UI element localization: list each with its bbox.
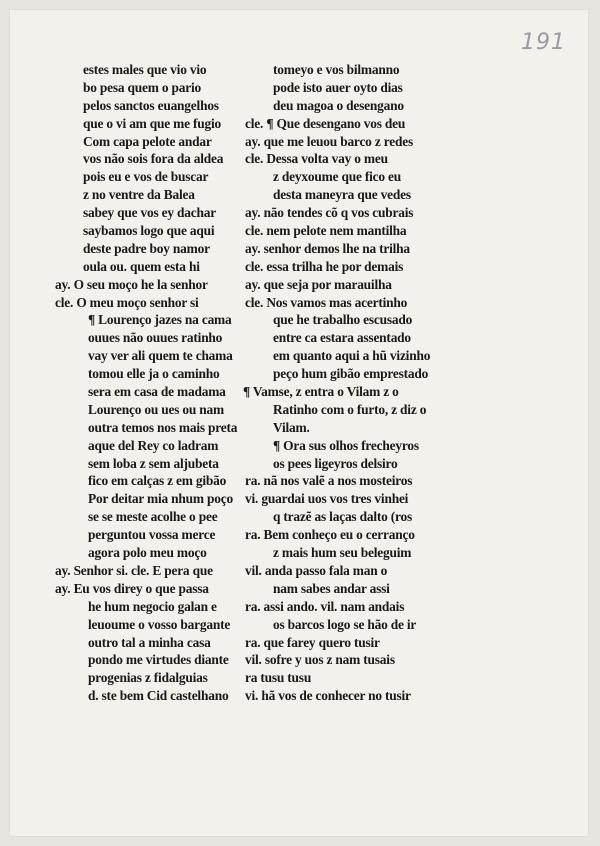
line-text: sofre y uos z nam tusais [264,652,395,668]
text-line [243,115,483,133]
line-text: tomou elle ja o caminho [88,366,220,382]
line-text: ouues não ouues ratinho [88,330,223,346]
line-text: tomeyo e vos bilmanno [273,62,400,77]
line-text: vos não sois fora da aldea [83,151,224,167]
text-line [243,79,483,97]
line-text: guardai uos vos tres vinhei [261,491,409,507]
text-line [243,258,483,276]
text-line [243,61,483,79]
line-text: que he trabalho escusado [273,312,413,328]
line-text: ¶ Ora sus olhos frecheyros [273,437,419,453]
line-text: pelos sanctos euangelhos [83,97,219,113]
text-line [243,687,483,705]
text-line [243,133,483,151]
line-text: agora polo meu moço [88,545,207,561]
text-line [243,365,483,383]
text-line [243,276,483,294]
text-line [243,616,483,634]
line-text: se se meste acolhe o pee [88,509,218,525]
speaker-label: cle. [245,294,264,310]
text-line [243,419,483,437]
speaker-label: vil. [245,652,262,668]
speaker-label: ay. [55,580,71,596]
line-text: deu magoa o desengano [273,97,404,113]
line-text: os barcos logo se hão de ir [273,616,417,632]
text-line [243,472,483,490]
text-line [243,97,483,115]
line-text: estes males que vio vio [83,62,207,77]
line-text: desta maneyra que vedes [273,187,411,203]
text-line [243,347,483,365]
line-text: bo pesa quem o pario [83,79,202,95]
line-text: aque del Rey co ladram [88,437,219,453]
line-text: perguntou vossa merce [88,527,216,543]
line-text: q trazẽ as laças dalto (ros [273,509,413,525]
text-line [243,544,483,562]
speaker-label: cle. [245,258,264,274]
speaker-label: ra. [245,634,261,650]
speaker-label: ra. [245,527,261,543]
speaker-label: ra. [245,598,261,614]
line-text: nam sabes andar assi [273,580,390,596]
line-text: progenias z fidalguias [88,670,208,686]
line-text: O meu moço senhor si [76,294,199,310]
text-line [243,437,483,455]
line-text: nem pelote nem mantilha [266,223,407,239]
text-line [243,634,483,652]
line-text: sera em casa de madama [88,384,226,400]
text-line [243,562,483,580]
text-line [243,401,483,419]
line-text: oula ou. quem esta hi [83,258,200,274]
text-line [243,294,483,312]
speaker-label: ay. [55,276,71,292]
line-text: deste padre boy namor [83,240,210,256]
line-text: d. ste bem Cid castelhano [88,688,229,704]
line-text: outra temos nos mais preta [88,419,238,435]
line-text: que seja por marauilha [263,276,392,292]
line-text: saybamos logo que aqui [83,223,215,239]
line-text: que farey quero tusir [263,634,380,650]
right-text-column [243,61,483,705]
speaker-label: cle. [245,151,264,167]
line-text: z deyxoume que fico eu [273,169,402,185]
text-line [243,580,483,598]
line-text: não tendes cõ q vos cubrais [263,205,414,221]
line-text: em quanto aqui a hũ vizinho [273,348,431,364]
speaker-label: cle. [245,115,264,131]
speaker-label: ay. [55,562,71,578]
line-text: Vilam. [273,419,310,435]
line-text: ra tusu tusu [245,670,312,686]
text-line [243,455,483,473]
line-text: que me leuou barco z redes [263,133,413,149]
line-text: Bem conheço eu o cerranço [263,527,415,543]
speaker-label: vi. [245,688,259,704]
line-text: entre ca estara assentado [273,330,411,346]
text-line [243,186,483,204]
line-text: Eu vos direy o que passa [73,580,209,596]
folio-number: 191 [521,30,566,55]
speaker-label: ay. [245,240,261,256]
speaker-label: cle. [55,294,74,310]
line-text: os pees ligeyros delsiro [273,455,398,471]
line-text: sabey que vos ey dachar [83,205,217,221]
text-line [243,240,483,258]
line-text: Dessa volta vay o meu [266,151,388,167]
line-text: O seu moço he la senhor [73,276,208,292]
line-text: senhor demos lhe na trilha [263,240,410,256]
line-text: sem loba z sem aljubeta [88,455,219,471]
line-text: que o vi am que me fugio [83,115,222,131]
line-text: fico em calças z em gibão [88,473,227,489]
line-text: assi ando. vil. nam andais [263,598,405,614]
line-text: pode isto auer oyto dias [273,79,403,95]
line-text: ¶ Vamse, z entra o Vilam z o [243,384,399,400]
line-text: Com capa pelote andar [83,133,212,149]
line-text: ¶ Lourenço jazes na cama [88,312,232,328]
line-text: z no ventre da Balea [83,187,195,203]
speaker-label: vi. [245,491,259,507]
text-line [243,329,483,347]
line-text: outro tal a minha casa [88,634,211,650]
text-line [243,383,483,401]
text-line [243,669,483,687]
text-line [243,526,483,544]
line-text: pondo me virtudes diante [88,652,229,668]
line-text: Por deitar mia nhum poço [88,491,233,507]
speaker-label: ay. [245,205,261,221]
line-text: leuoume o vosso bargante [88,616,231,632]
line-text: anda passo fala man o [264,562,388,578]
line-text: essa trilha he por demais [266,258,404,274]
text-line [243,508,483,526]
speaker-label: cle. [245,223,264,239]
text-line [243,651,483,669]
line-text: Senhor si. cle. E pera que [73,562,213,578]
speaker-label: ay. [245,276,261,292]
line-text: z mais hum seu beleguim [273,545,412,561]
line-text: Nos vamos mas acertinho [266,294,408,310]
line-text: peço hum gibão emprestado [273,366,429,382]
text-line [243,150,483,168]
line-text: Ratinho com o furto, z diz o [273,401,427,417]
line-text: Lourenço ou ues ou nam [88,401,224,417]
text-line [243,598,483,616]
text-line [243,168,483,186]
text-line [243,204,483,222]
line-text: pois eu e vos de buscar [83,169,209,185]
speaker-label: ay. [245,133,261,149]
text-line [243,222,483,240]
speaker-label: ra. [245,473,261,489]
line-text: vay ver ali quem te chama [88,348,233,364]
book-page [10,10,588,836]
line-text: ¶ Que desengano vos deu [266,115,406,131]
line-text: he hum negocio galan e [88,598,217,614]
text-line [243,490,483,508]
line-text: nã nos valẽ a nos mosteiros [263,473,413,489]
text-line [243,311,483,329]
line-text: hã vos de conhecer no tusir [261,688,411,704]
speaker-label: vil. [245,562,262,578]
